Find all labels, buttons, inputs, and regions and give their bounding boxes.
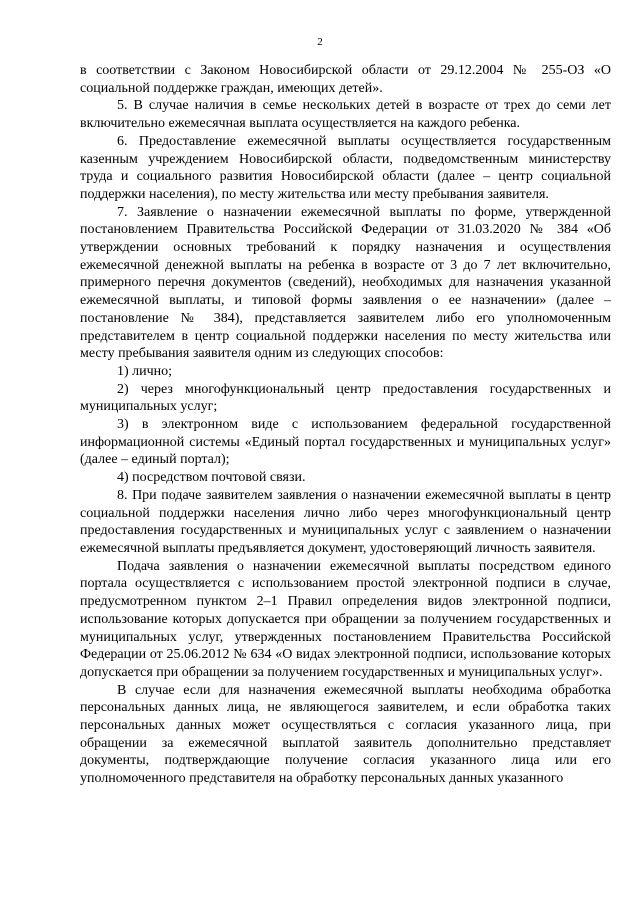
subitem-4: 4) посредством почтовой связи.	[117, 470, 306, 486]
subitem-2: 2) через многофункциональный центр предоставления государственных и муниципальных услуг;	[80, 381, 611, 415]
subitem-3: 3) в электронном виде с использованием федеральной государственной информационной системы «Единый портал государственных и муниципальных услуг» (далее – единый портал);	[80, 417, 611, 468]
paragraph-item-8: 8. При подаче заявителем заявления о назначении ежемесячной выплаты в центр социальной поддержки населения лично либо через многофункциональный центр предоставления государственных и муниципальных услуг с заявлением о назначении ежемесячной выплаты предъявляется документ, удостоверяющий личность заявителя.	[80, 487, 611, 556]
paragraph-item-5: 5. В случае наличия в семье нескольких детей в возрасте от трех до семи лет включительно ежемесячная выплата осуществляется на каждого ребенка.	[80, 98, 611, 132]
page-number: 2	[317, 36, 323, 48]
paragraph-item-7: 7. Заявление о назначении ежемесячной выплаты по форме, утвержденной постановлением Правительства Российской Федерации от 31.03.2020 № 384 «Об утверждении основных требований к порядку назначения и осуществления ежемесячной денежной выплаты на ребенка в возрасте от 3 до 7 лет включительно, примерного перечня документов (сведений), необходимых для назначения указанной ежемесячной выплаты, и типовой формы заявления о ее назначении» (далее – постановление № 384), представляется заявителем либо его уполномоченным представителем в центр социальной поддержки населения по месту жительства или месту пребывания заявителя одним из следующих способов:	[80, 204, 611, 362]
paragraph-item-6: 6. Предоставление ежемесячной выплаты осуществляется государственным казенным учреждением Новосибирской области, подведомственным министерству труда и социального развития Новосибирской области (далее – центр социальной поддержки населения), по месту жительства или месту пребывания заявителя.	[80, 133, 611, 202]
paragraph-continuation: в соответствии с Законом Новосибирской области от 29.12.2004 № 255-ОЗ «О социальной поддержке граждан, имеющих детей».	[80, 63, 611, 96]
paragraph-electronic-submission: Подача заявления о назначении ежемесячной выплаты посредством единого портала осуществляется с использованием простой электронной подписи в случае, предусмотренном пунктом 2–1 Правил определения видов электронной подписи, использование которых допускается при обращении за получением государственных и муниципальных услуг, утвержденных постановлением Правительства Российской Федерации от 25.06.2012 № 634 «О видах электронной подписи, использование которых допускается при обращении за получением государственных и муниципальных услуг».	[80, 558, 611, 680]
paragraph-personal-data: В случае если для назначения ежемесячной выплаты необходима обработка персональных данных лица, не являющегося заявителем, и если обработка таких персональных данных может осуществляться с согласия указанного лица, при обращении за ежемесячной выплатой заявитель дополнительно представляет документы, подтверждающие получение согласия указанного лица или его уполномоченного представителя на обработку персональных данных указанного	[80, 682, 611, 787]
subitem-1: 1) лично;	[117, 363, 173, 379]
document-body	[80, 62, 611, 788]
